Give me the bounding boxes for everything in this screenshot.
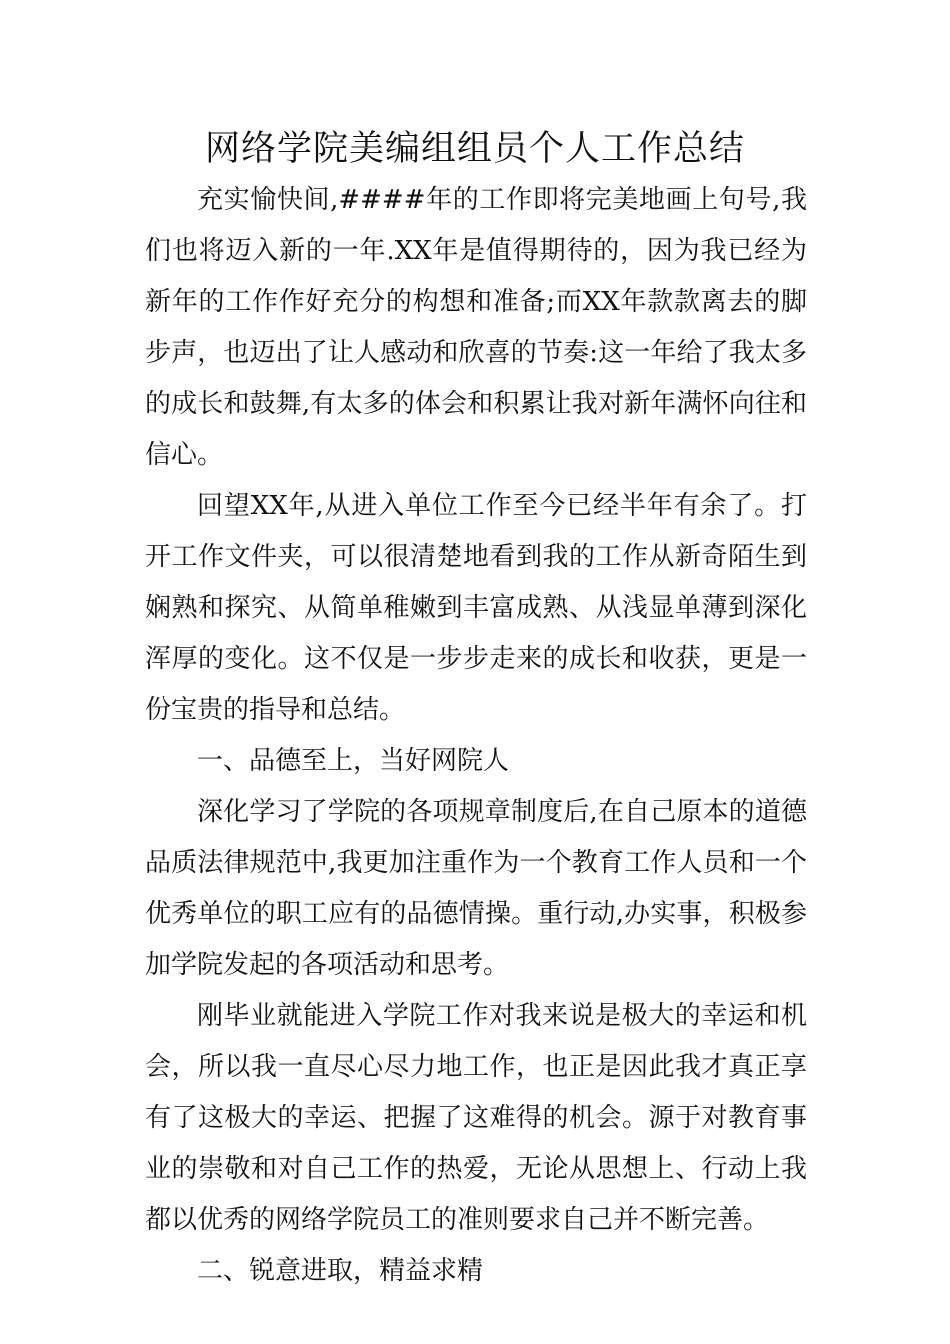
section-heading-2: 二、锐意进取，精益求精 bbox=[197, 1256, 484, 1286]
paragraph-opportunity: 刚毕业就能进入学院工作对我来说是极大的幸运和机会，所以我一直尽心尽力地工作，也正是因此我才真正享有了这极大的幸运、把握了这难得的机会。源于对教育事业的崇敬和对自己工作的热爱，无论从思想上、行动上我都以优秀的网络学院员工的准则要求自己并不断完善。 bbox=[145, 1001, 807, 1235]
paragraph-ethics: 深化学习了学院的各项规章制度后,在自己原本的道德品质法律规范中,我更加注重作为一个教育工作人员和一个优秀单位的职工应有的品德情操。重行动,办实事，积极参加学院发起的各项活动和思考。 bbox=[145, 797, 807, 980]
paragraph-intro: 充实愉快间,####年的工作即将完美地画上句号,我们也将迈入新的一年.XX年是值得期待的，因为我已经为新年的工作作好充分的构想和准备;而XX年款款离去的脚步声，也迈出了让人感动和欣喜的节奏:这一年给了我太多的成长和鼓舞,有太多的体会和积累让我对新年满怀向往和信心。 bbox=[145, 185, 807, 470]
document-body bbox=[145, 175, 807, 1297]
section-heading-1: 一、品德至上，当好网院人 bbox=[197, 746, 510, 776]
paragraph-review: 回望XX年,从进入单位工作至今已经半年有余了。打开工作文件夹，可以很清楚地看到我的工作从新奇陌生到娴熟和探究、从简单稚嫩到丰富成熟、从浅显单薄到深化浑厚的变化。这不仅是一步步走来的成长和收获，更是一份宝贵的指导和总结。 bbox=[145, 491, 807, 725]
document-title: 网络学院美编组组员个人工作总结 bbox=[204, 129, 745, 169]
